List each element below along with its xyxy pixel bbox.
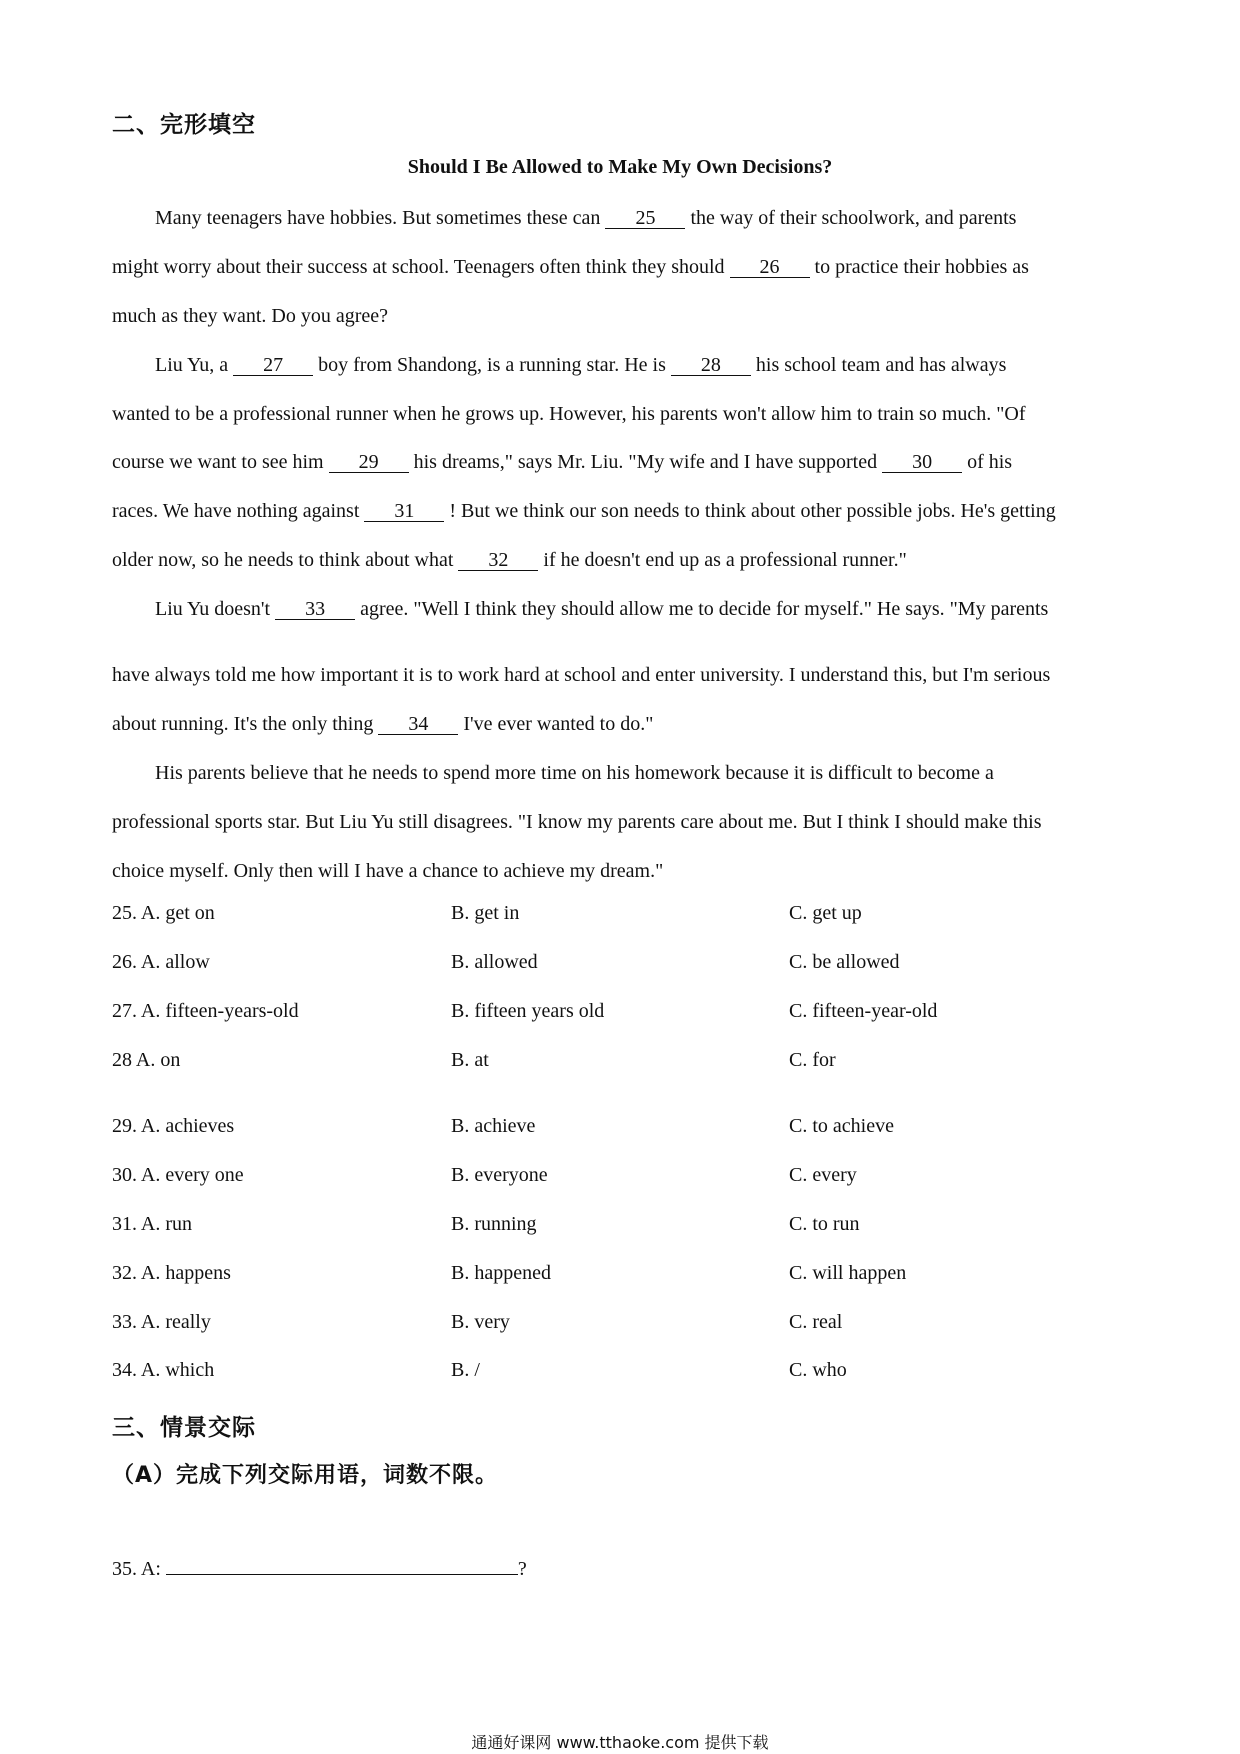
passage-text: have always told me how important it is to work hard at school and enter university. I understand this, but I'm serious <box>112 664 1051 686</box>
option-c[interactable]: C. to achieve <box>789 1115 894 1137</box>
passage-line <box>112 403 1026 426</box>
blank-25[interactable]: 25 <box>605 208 685 229</box>
passage-line <box>112 500 1056 523</box>
passage-line <box>112 860 663 883</box>
question-row <box>112 902 1142 928</box>
blank-28[interactable]: 28 <box>671 355 751 376</box>
option-c[interactable]: C. fifteen-year-old <box>789 1000 938 1022</box>
option-c[interactable]: C. to run <box>789 1213 860 1235</box>
section-heading-dialogue: 三、情景交际 <box>112 1415 256 1441</box>
passage-text: to practice their hobbies as <box>809 256 1029 278</box>
question-row <box>112 1049 1142 1075</box>
option-b[interactable]: B. allowed <box>451 951 538 973</box>
passage-text: wanted to be a professional runner when he grows up. However, his parents won't allow him to train so much. "Of <box>112 403 1026 425</box>
passage-line <box>112 713 653 736</box>
question-row <box>112 1262 1142 1288</box>
passage-text: Many teenagers have hobbies. But sometimes these can <box>155 207 606 229</box>
passage-line <box>112 256 1029 279</box>
passage-line <box>155 207 1016 230</box>
option-b[interactable]: B. get in <box>451 902 520 924</box>
blank-32[interactable]: 32 <box>458 550 538 571</box>
option-c[interactable]: C. every <box>789 1164 857 1186</box>
passage-text: much as they want. Do you agree? <box>112 305 389 327</box>
passage-text: His parents believe that he needs to spend more time on his homework because it is difficult to become a <box>155 762 994 784</box>
blank-30[interactable]: 30 <box>882 452 962 473</box>
option-a[interactable]: 26. A. allow <box>112 951 210 973</box>
option-a[interactable]: 25. A. get on <box>112 902 215 924</box>
section-heading-cloze: 二、完形填空 <box>112 112 256 138</box>
passage-line <box>112 664 1050 687</box>
passage-text: I've ever wanted to do." <box>458 713 654 735</box>
passage-line <box>112 549 907 572</box>
option-b[interactable]: B. achieve <box>451 1115 536 1137</box>
question-row <box>112 1164 1142 1190</box>
page-footer: 通通好课网 www.tthaoke.com 提供下载 <box>471 1733 769 1752</box>
question-35 <box>112 1556 527 1581</box>
option-b[interactable]: B. at <box>451 1049 489 1071</box>
option-a[interactable]: 28 A. on <box>112 1049 181 1071</box>
question-row <box>112 1359 1142 1385</box>
option-c[interactable]: C. real <box>789 1311 843 1333</box>
option-a[interactable]: 33. A. really <box>112 1311 211 1333</box>
passage-text: boy from Shandong, is a running star. He is <box>313 354 671 376</box>
passage-text: professional sports star. But Liu Yu still disagrees. "I know my parents care about me. But I think I should make this <box>112 811 1042 833</box>
blank-34[interactable]: 34 <box>378 714 458 735</box>
question-row <box>112 1000 1142 1026</box>
passage-text: of his <box>962 451 1013 473</box>
passage-text: agree. "Well I think they should allow me to decide for myself." He says. "My parents <box>355 598 1049 620</box>
passage-line <box>155 762 994 785</box>
option-a[interactable]: 34. A. which <box>112 1359 215 1381</box>
passage-text: ! But we think our son needs to think about other possible jobs. He's getting <box>444 500 1056 522</box>
passage-title: Should I Be Allowed to Make My Own Decisions? <box>407 156 833 178</box>
option-c[interactable]: C. for <box>789 1049 836 1071</box>
passage-text: might worry about their success at school. Teenagers often think they should <box>112 256 730 278</box>
question-row <box>112 1115 1142 1141</box>
passage-text: Liu Yu, a <box>155 354 234 376</box>
option-b[interactable]: B. fifteen years old <box>451 1000 605 1022</box>
blank-26[interactable]: 26 <box>730 257 810 278</box>
passage-line <box>155 598 1048 621</box>
question-35-end: ? <box>517 1558 527 1580</box>
passage-text: course we want to see him <box>112 451 329 473</box>
blank-33[interactable]: 33 <box>275 599 355 620</box>
question-row <box>112 951 1142 977</box>
passage-text: if he doesn't end up as a professional runner." <box>538 549 907 571</box>
option-a[interactable]: 32. A. happens <box>112 1262 231 1284</box>
question-row <box>112 1311 1142 1337</box>
passage-line <box>112 305 388 328</box>
answer-line[interactable] <box>166 1556 518 1575</box>
passage-line <box>155 354 1006 377</box>
passage-text: races. We have nothing against <box>112 500 365 522</box>
passage-line <box>112 451 1012 474</box>
passage-line <box>112 811 1042 834</box>
passage-text: Liu Yu doesn't <box>155 598 276 620</box>
option-a[interactable]: 31. A. run <box>112 1213 192 1235</box>
option-b[interactable]: B. / <box>451 1359 480 1381</box>
blank-29[interactable]: 29 <box>329 452 409 473</box>
sub-heading-dialogue: （A）完成下列交际用语，词数不限。 <box>112 1463 499 1488</box>
passage-text: about running. It's the only thing <box>112 713 379 735</box>
option-b[interactable]: B. running <box>451 1213 537 1235</box>
passage-text: his dreams," says Mr. Liu. "My wife and I have supported <box>408 451 883 473</box>
option-c[interactable]: C. will happen <box>789 1262 907 1284</box>
passage-text: the way of their schoolwork, and parents <box>685 207 1017 229</box>
option-c[interactable]: C. who <box>789 1359 847 1381</box>
option-a[interactable]: 29. A. achieves <box>112 1115 235 1137</box>
question-row <box>112 1213 1142 1239</box>
option-c[interactable]: C. get up <box>789 902 862 924</box>
passage-text: older now, so he needs to think about what <box>112 549 459 571</box>
blank-31[interactable]: 31 <box>364 501 444 522</box>
option-a[interactable]: 30. A. every one <box>112 1164 244 1186</box>
option-c[interactable]: C. be allowed <box>789 951 900 973</box>
option-b[interactable]: B. happened <box>451 1262 551 1284</box>
question-35-label: 35. A: <box>112 1558 161 1580</box>
option-a[interactable]: 27. A. fifteen-years-old <box>112 1000 299 1022</box>
blank-27[interactable]: 27 <box>233 355 313 376</box>
option-b[interactable]: B. everyone <box>451 1164 548 1186</box>
passage-text: choice myself. Only then will I have a chance to achieve my dream." <box>112 860 664 882</box>
option-b[interactable]: B. very <box>451 1311 510 1333</box>
passage-text: his school team and has always <box>750 354 1007 376</box>
